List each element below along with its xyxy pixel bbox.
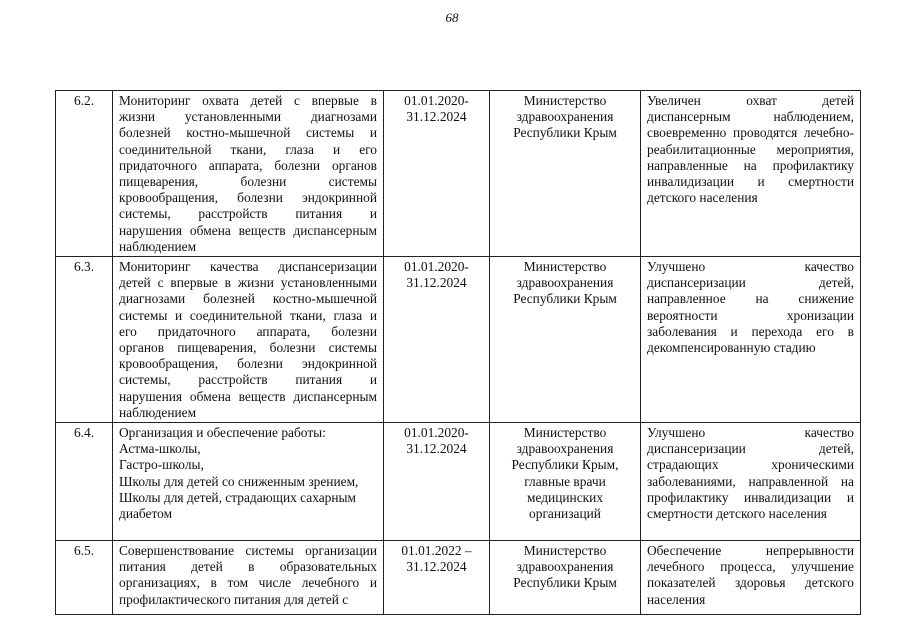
page-number: 68 xyxy=(445,10,459,25)
result-line: заболеваниями, направленной на xyxy=(647,473,854,489)
description-line: Школы для детей, страдающих сахарным xyxy=(119,489,357,505)
description-line: Организация и обеспечение работы: xyxy=(119,425,326,441)
item-number: 6.3. xyxy=(56,257,113,423)
description-line: Мониторинг охвата детей с впервые в xyxy=(119,93,377,108)
responsible-executor: Министерство здравоохранения Республики Крым, главные врачи медицинских организаций xyxy=(490,423,641,541)
description-line: организациях, в том числе лечебного и xyxy=(119,575,377,591)
description-line: нарушения обмена веществ диспансерным xyxy=(119,388,377,404)
description-line: системы, расстройств питания и xyxy=(119,372,377,388)
description-line: кровообращения, болезни эндокринной xyxy=(119,356,377,372)
result-line: профилактику инвалидизации и xyxy=(647,489,854,505)
description-line: профилактического питания для детей с xyxy=(119,591,349,607)
description-line: наблюдением xyxy=(119,238,197,254)
expected-result xyxy=(641,257,861,423)
description-line: питания детей в образовательных xyxy=(119,559,377,575)
description-line: Школы для детей со сниженным зрением, xyxy=(119,473,359,489)
description-line: болезней костно-мышечной системы и xyxy=(119,125,377,141)
description-line: кровообращения, болезни эндокринной xyxy=(119,190,377,206)
table-row xyxy=(56,423,861,541)
responsible-executor: Министерство здравоохранения Республики Крым xyxy=(490,257,641,423)
description-line: Гастро-школы, xyxy=(119,457,204,473)
item-number: 6.4. xyxy=(56,423,113,541)
result-line: реабилитационные мероприятия, xyxy=(647,141,854,157)
description-line: системы и соединительной ткани, глаза и xyxy=(119,307,377,323)
execution-period: 01.01.2020- 31.12.2024 xyxy=(384,423,490,541)
expected-result xyxy=(641,91,861,257)
table-row xyxy=(56,257,861,423)
result-line: Увеличен охват детей xyxy=(647,93,854,108)
description-line: органов пищеварения, болезни системы xyxy=(119,340,377,356)
result-line: своевременно проводятся лечебно- xyxy=(647,125,854,141)
measure-description xyxy=(113,257,384,423)
result-line: населения xyxy=(647,591,706,607)
measure-description xyxy=(113,91,384,257)
execution-period: 01.01.2022 – 31.12.2024 xyxy=(384,541,490,615)
description-line: наблюдением xyxy=(119,404,197,420)
item-number: 6.2. xyxy=(56,91,113,257)
result-line: смертности детского населения xyxy=(647,506,827,522)
result-line: диспансеризации детей, xyxy=(647,275,854,291)
description-line: соединительной ткани, глаза и его xyxy=(119,141,377,157)
result-line: Улучшено качество xyxy=(647,425,854,441)
result-line: заболевания и перехода его в xyxy=(647,323,854,339)
expected-result xyxy=(641,541,861,615)
description-line: пищеварения, болезни системы xyxy=(119,174,377,190)
item-number: 6.5. xyxy=(56,541,113,615)
result-line: показателей здоровья детского xyxy=(647,575,854,591)
result-line: диспансеризации детей, xyxy=(647,441,854,457)
responsible-executor: Министерство здравоохранения Республики Крым xyxy=(490,541,641,615)
result-line: страдающих хроническими xyxy=(647,457,854,473)
execution-period: 01.01.2020- 31.12.2024 xyxy=(384,257,490,423)
table-row xyxy=(56,541,861,615)
description-line: системы, расстройств питания и xyxy=(119,206,377,222)
measure-description xyxy=(113,423,384,541)
table-row xyxy=(56,91,861,257)
result-line: инвалидизации и смертности xyxy=(647,174,854,190)
result-line: Обеспечение непрерывности xyxy=(647,543,854,559)
description-line: Совершенствование системы организации xyxy=(119,543,377,559)
description-line: диабетом xyxy=(119,506,173,522)
description-line: Мониторинг качества диспансеризации xyxy=(119,259,377,275)
result-line: Улучшено качество xyxy=(647,259,854,275)
description-line: нарушения обмена веществ диспансерным xyxy=(119,222,377,238)
description-line: придаточного аппарата, болезни органов xyxy=(119,157,377,173)
result-line: детского населения xyxy=(647,190,758,206)
result-line: лечебного процесса, улучшение xyxy=(647,559,854,575)
result-line: диспансерным наблюдением, xyxy=(647,109,854,125)
result-line: декомпенсированную стадию xyxy=(647,340,816,356)
expected-result xyxy=(641,423,861,541)
measures-table xyxy=(55,90,861,615)
result-line: направленные на профилактику xyxy=(647,157,854,173)
result-line: направленное на снижение xyxy=(647,291,854,307)
measure-description xyxy=(113,541,384,615)
description-line: его придаточного аппарата, болезни xyxy=(119,323,377,339)
description-line: диагнозами болезней костно-мышечной xyxy=(119,291,377,307)
description-line: детей с впервые в жизни установленными xyxy=(119,275,377,291)
description-line: Астма-школы, xyxy=(119,441,201,457)
responsible-executor: Министерство здравоохранения Республики Крым xyxy=(490,91,641,257)
execution-period: 01.01.2020- 31.12.2024 xyxy=(384,91,490,257)
description-line: жизни установленными диагнозами xyxy=(119,109,377,125)
result-line: вероятности хронизации xyxy=(647,307,854,323)
